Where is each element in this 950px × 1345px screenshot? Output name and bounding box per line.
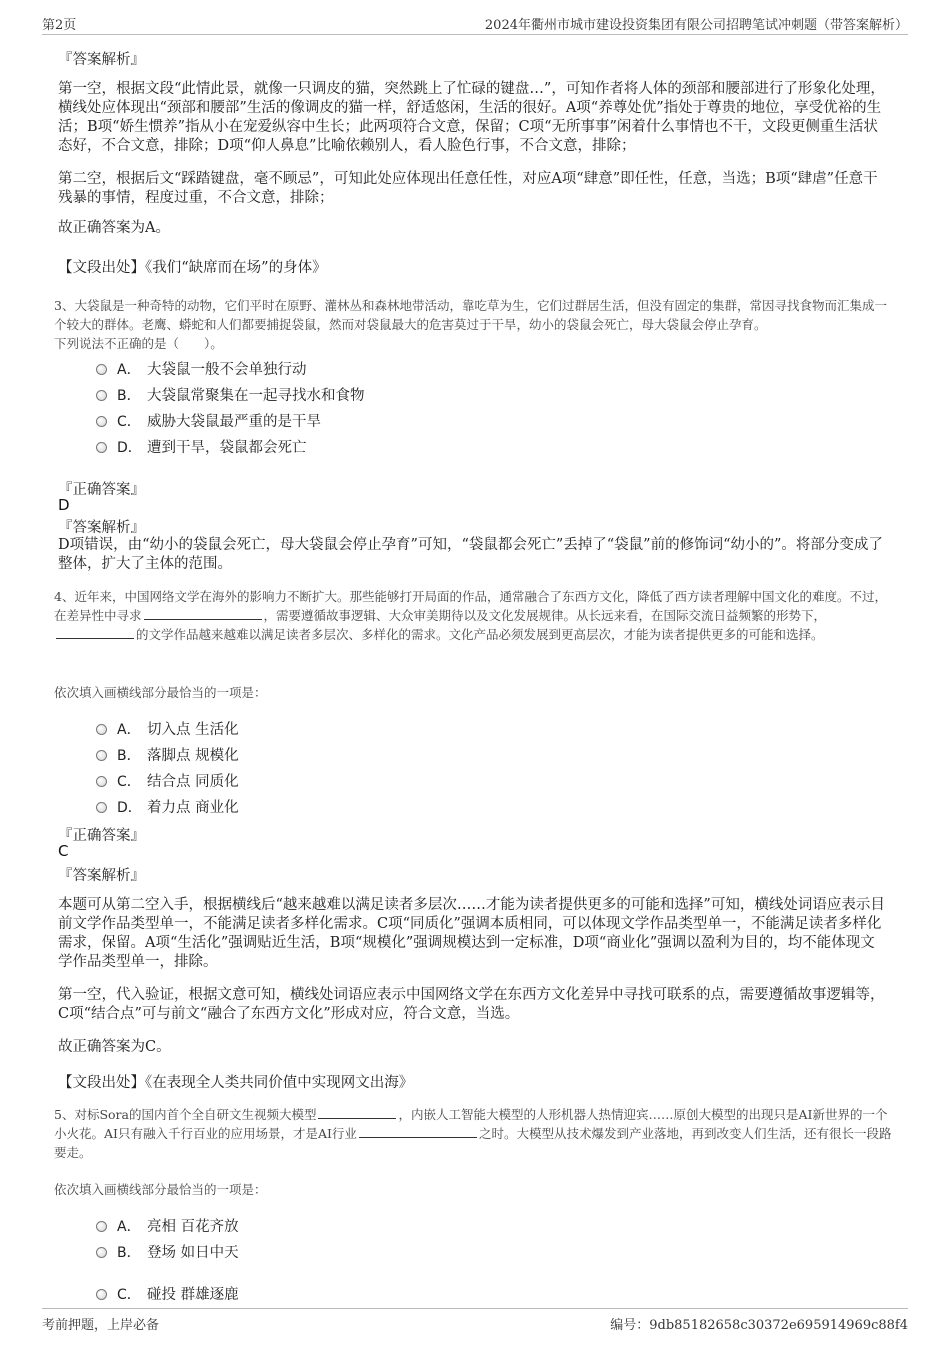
radio-icon[interactable] (96, 724, 107, 735)
blank-1 (318, 1106, 396, 1119)
q3-option-d[interactable]: D． 遭到干旱，袋鼠都会死亡 (96, 436, 307, 458)
q2-analysis-p2: 第二空，根据后文“踩踏键盘，毫不顾忌”，可知此处应体现出任意任性，对应A项“肆意”即任性，任意，当选；B项“肆虐”任意干残暴的事情，程度过重，不合文意，排除； (58, 171, 878, 206)
q3-prompt: 下列说法不正确的是（ ）。 (54, 336, 223, 351)
q5-stem: 5、对标Sora的国内首个全自研文生视频大模型 ，内嵌人工智能大模型的人形机器人热情迎宾……原创大模型的出现只是AI新世界的一个小火花。AI只有融入千行百业的应用场景，才是AI行业 之时。大模型从技术爆发到产业落地，再到改变人们生活，还有很长一段路要走。 (54, 1107, 892, 1160)
q4-analysis-label: 『答案解析』 (58, 868, 145, 884)
radio-icon[interactable] (96, 750, 107, 761)
page-header (42, 12, 908, 35)
radio-icon[interactable] (96, 1289, 107, 1300)
page-footer (42, 1308, 908, 1335)
radio-icon[interactable] (96, 416, 107, 427)
q5-prompt: 依次填入画横线部分最恰当的一项是： (54, 1182, 267, 1197)
q3-stem: 3、大袋鼠是一种奇特的动物，它们平时在原野、灌林丛和森林地带活动，靠吃草为生，它们过群居生活，但没有固定的集群，常因寻找食物而汇集成一个较大的群体。老鹰、蟒蛇和人们都要捕捉袋鼠，然而对袋鼠最大的危害莫过于干旱，幼小的袋鼠会死亡，母大袋鼠会停止孕育。 (54, 298, 887, 332)
q5-option-b[interactable]: B． 登场 如日中天 (96, 1241, 239, 1263)
q3-option-a[interactable]: A． 大袋鼠一般不会单独行动 (96, 358, 307, 380)
q2-analysis-label: 『答案解析』 (58, 52, 145, 68)
q4-answer-line: 故正确答案为C。 (58, 1039, 171, 1055)
q3-option-b[interactable]: B． 大袋鼠常聚集在一起寻找水和食物 (96, 384, 365, 406)
q3-analysis-label: 『答案解析』 (58, 520, 145, 536)
q4-option-d[interactable]: D． 着力点 商业化 (96, 796, 239, 818)
q4-option-b[interactable]: B． 落脚点 规模化 (96, 744, 239, 766)
radio-icon[interactable] (96, 1247, 107, 1258)
q3-analysis: D项错误，由“幼小的袋鼠会死亡，母大袋鼠会停止孕育”可知，“袋鼠都会死亡”丢掉了“袋鼠”前的修饰词“幼小的”。将部分变成了整体，扩大了主体的范围。 (58, 537, 883, 572)
q4-answer-label: 『正确答案』 (58, 828, 145, 844)
q3-answer-label: 『正确答案』 (58, 482, 145, 498)
document-title: 2024年衢州市城市建设投资集团有限公司招聘笔试冲刺题（带答案解析） (484, 18, 908, 33)
radio-icon[interactable] (96, 1221, 107, 1232)
q4-stem: 4、近年来，中国网络文学在海外的影响力不断扩大。那些能够打开局面的作品，通常融合了东西方文化，降低了西方读者理解中国文化的难度。不过，在差异性中寻求 ，需要遵循故事逻辑、大众审美期待以及文化发展规律。从长远来看，在国际交流日益频繁的形势下，的文学作品越来越难以满足读者多层次、多样化的需求。文化产品必须发展到更高层次，才能为读者提供更多的可能和选择。 (54, 589, 887, 642)
q5-option-c[interactable]: C． 碰投 群雄逐鹿 (96, 1283, 239, 1305)
blank-2 (359, 1125, 477, 1138)
q2-analysis-p1: 第一空，根据文段“此情此景，就像一只调皮的猫，突然跳上了忙碌的键盘…”，可知作者将人体的颈部和腰部进行了形象化处理，横线处应体现出“颈部和腰部”生活的像调皮的猫一样，舒适悠闲，生活的很好。A项“养尊处优”指处于尊贵的地位，享受优裕的生活；B项“娇生惯养”指从小在宠爱纵容中生长；此两项符合文意，保留；C项“无所事事”闲着什么事情也不干，文段更侧重生活状态好，不合文意，排除；D项“仰人鼻息”比喻依赖别人，看人脸色行事，不合文意，排除； (58, 81, 885, 154)
document-id: 编号：9db85182658c30372e695914969c88f4 (610, 1318, 908, 1333)
blank-2 (56, 626, 134, 639)
q4-option-c[interactable]: C． 结合点 同质化 (96, 770, 239, 792)
q4-answer: C (58, 842, 69, 860)
q5-option-a[interactable]: A． 亮相 百花齐放 (96, 1215, 239, 1237)
radio-icon[interactable] (96, 390, 107, 401)
radio-icon[interactable] (96, 776, 107, 787)
q2-source: 【文段出处】《我们“缺席而在场”的身体》 (58, 260, 327, 276)
q3-option-c[interactable]: C． 威胁大袋鼠最严重的是干旱 (96, 410, 321, 432)
q2-answer-line: 故正确答案为A。 (58, 220, 170, 236)
radio-icon[interactable] (96, 442, 107, 453)
q4-source: 【文段出处】《在表现全人类共同价值中实现网文出海》 (58, 1075, 414, 1091)
radio-icon[interactable] (96, 364, 107, 375)
q4-prompt: 依次填入画横线部分最恰当的一项是： (54, 685, 267, 700)
radio-icon[interactable] (96, 802, 107, 813)
blank-1 (144, 607, 262, 620)
q4-analysis-p1: 本题可从第二空入手，根据横线后“越来越难以满足读者多层次……才能为读者提供更多的可能和选择”可知，横线处词语应表示目前文学作品类型单一，不能满足读者多样化需求。C项“同质化”强调本质相同，可以体现文学作品类型单一，不能满足读者多样化需求，保留。A项“生活化”强调贴近生活，B项“规模化”强调规模达到一定标准，D项“商业化”强调以盈利为目的，均不能体现文学作品类型单一，排除。 (58, 897, 885, 970)
footer-slogan: 考前押题，上岸必备 (42, 1318, 160, 1333)
q3-answer: D (58, 496, 70, 514)
page-number: 第2页 (42, 18, 77, 33)
q4-option-a[interactable]: A． 切入点 生活化 (96, 718, 239, 740)
q4-analysis-p2: 第一空，代入验证，根据文意可知，横线处词语应表示中国网络文学在东西方文化差异中寻找可联系的点，需要遵循故事逻辑等，C项“结合点”可与前文“融合了东西方文化”形成对应，符合文意，当选。 (58, 987, 885, 1022)
